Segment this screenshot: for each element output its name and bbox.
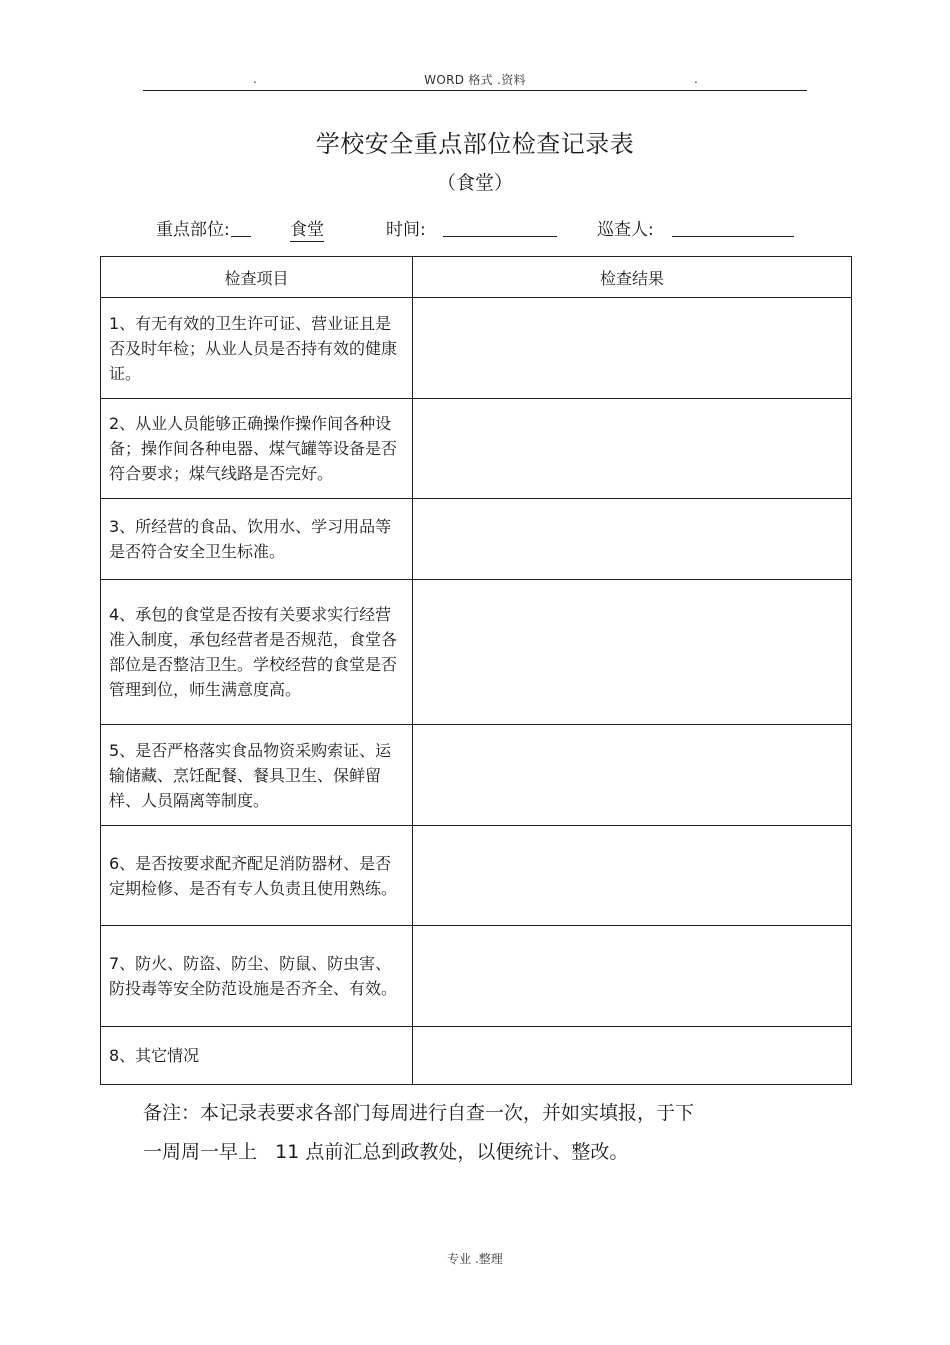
time-label: 时间: <box>386 220 426 240</box>
check-result[interactable] <box>413 399 852 499</box>
running-header: WORD 格式 .资料 <box>424 73 526 87</box>
check-result[interactable] <box>413 580 852 725</box>
check-item: 2、从业人员能够正确操作操作间各种设备；操作间各种电器、煤气罐等设备是否符合要求；煤气线路是否完好。 <box>101 399 413 499</box>
inspector-label: 巡查人: <box>597 220 654 240</box>
check-item: 1、有无有效的卫生许可证、营业证且是否及时年检；从业人员是否持有效的健康证。 <box>101 298 413 399</box>
check-item: 7、防火、防盗、防尘、防鼠、防虫害、防投毒等安全防范设施是否齐全、有效。 <box>101 926 413 1027</box>
table-row <box>101 298 852 399</box>
check-result[interactable] <box>413 298 852 399</box>
inspector-field-line[interactable] <box>672 236 794 237</box>
table-row <box>101 926 852 1027</box>
note-line-1: 备注：本记录表要求各部门每周进行自查一次，并如实填报，于下 <box>143 1102 695 1124</box>
table-header-row <box>101 257 852 298</box>
header-dot-right: . <box>694 72 698 86</box>
check-result[interactable] <box>413 926 852 1027</box>
check-result[interactable] <box>413 1027 852 1085</box>
page-subtitle: （食堂） <box>436 172 513 194</box>
note-line-2: 一周周一早上 11 点前汇总到政教处，以便统计、整改。 <box>143 1141 629 1163</box>
check-item: 4、承包的食堂是否按有关要求实行经营准入制度，承包经营者是否规范，食堂各部位是否整洁卫生。学校经营的食堂是否管理到位，师生满意度高。 <box>101 580 413 725</box>
inspection-table <box>100 256 852 1085</box>
check-item: 5、是否严格落实食品物资采购索证、运输储藏、烹饪配餐、餐具卫生、保鲜留样、人员隔离等制度。 <box>101 725 413 826</box>
page-footer: 专业 .整理 <box>447 1252 503 1266</box>
header-rule <box>143 90 807 91</box>
table-row <box>101 1027 852 1085</box>
check-item: 6、是否按要求配齐配足消防器材、是否定期检修、是否有专人负责且使用熟练。 <box>101 826 413 926</box>
table-row <box>101 580 852 725</box>
table-row <box>101 725 852 826</box>
location-label-underline <box>231 236 251 237</box>
check-result[interactable] <box>413 499 852 580</box>
table-row <box>101 499 852 580</box>
check-item: 8、其它情况 <box>101 1027 413 1085</box>
header-dot-left: . <box>253 72 257 86</box>
location-label: 重点部位: <box>156 220 230 240</box>
location-value: 食堂 <box>290 215 324 242</box>
check-result[interactable] <box>413 826 852 926</box>
page-title: 学校安全重点部位检查记录表 <box>315 130 635 158</box>
time-field-line[interactable] <box>443 236 557 237</box>
table-row <box>101 826 852 926</box>
column-header-result: 检查结果 <box>413 257 852 298</box>
table-row <box>101 399 852 499</box>
check-result[interactable] <box>413 725 852 826</box>
column-header-item: 检查项目 <box>101 257 413 298</box>
check-item: 3、所经营的食品、饮用水、学习用品等是否符合安全卫生标准。 <box>101 499 413 580</box>
